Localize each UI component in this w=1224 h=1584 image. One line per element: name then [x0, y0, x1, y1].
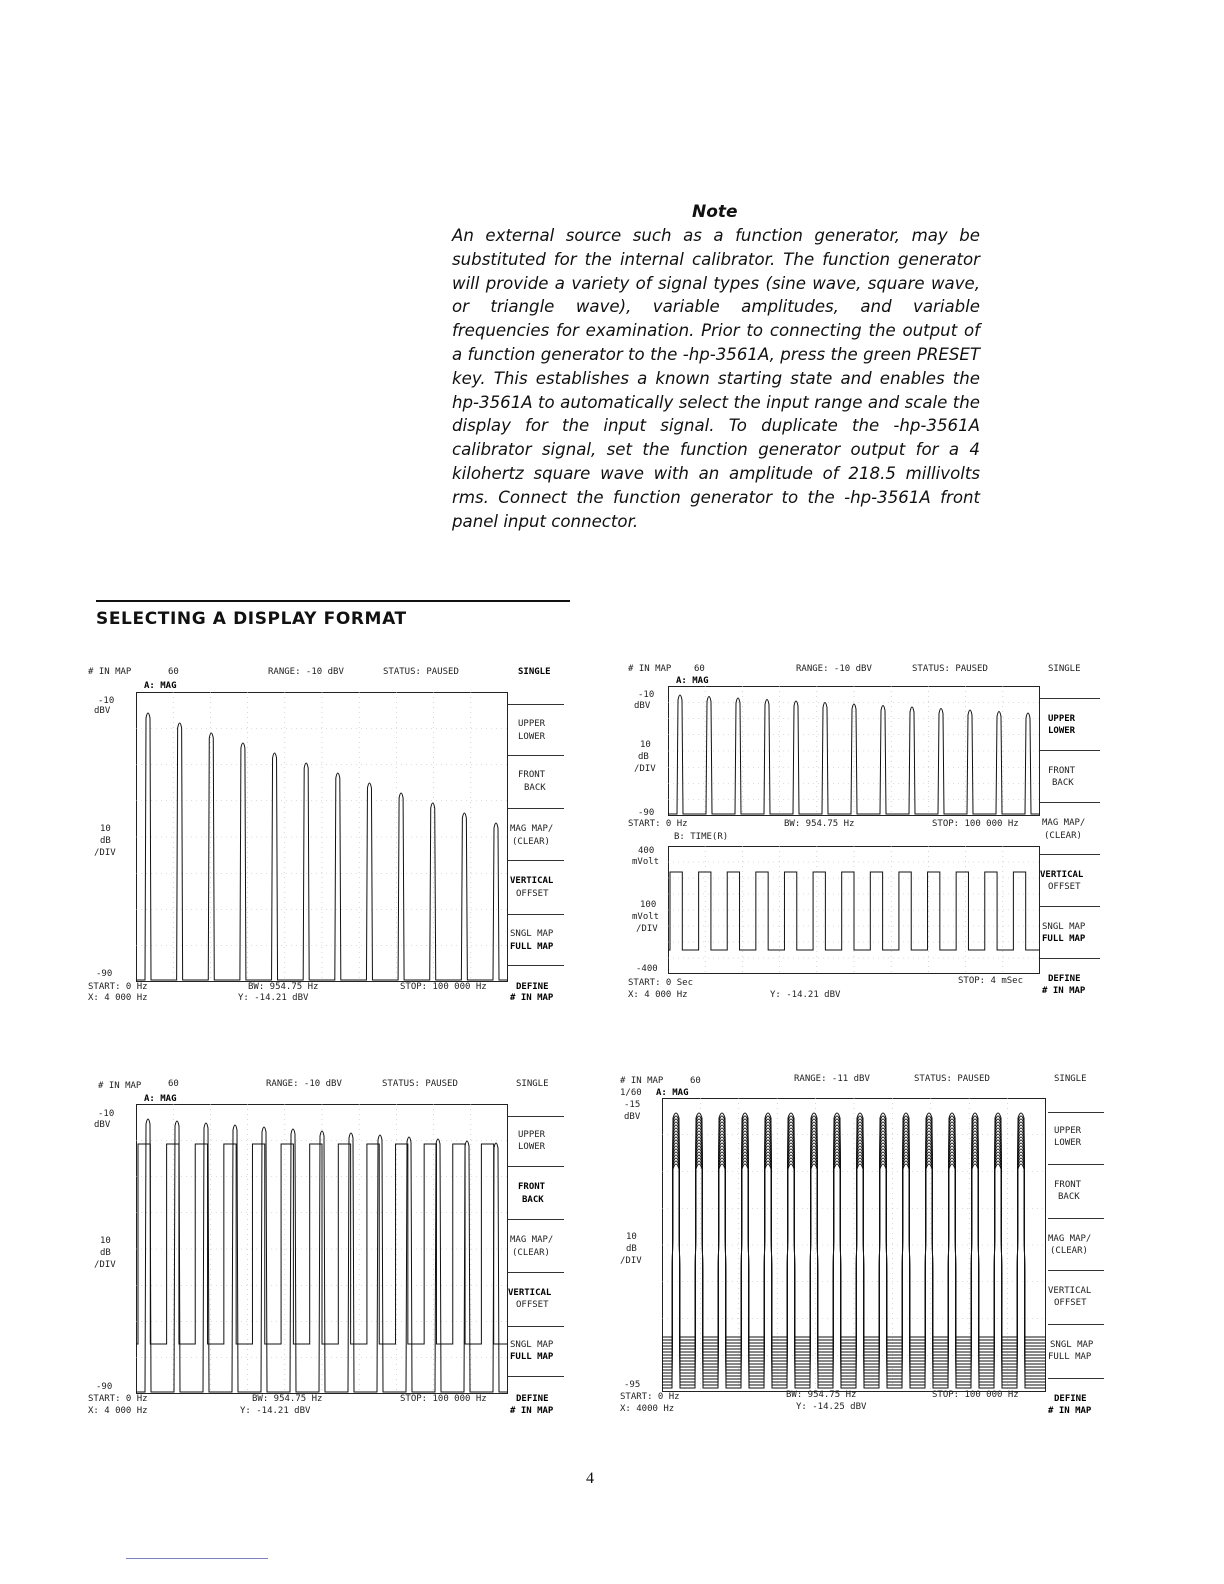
analyzer-screen-2 [628, 662, 1148, 1022]
softkey-define[interactable]: DEFINE [1054, 1394, 1087, 1404]
footer-start: START: 0 Hz [88, 982, 148, 992]
softkey-front[interactable]: FRONT [518, 770, 546, 780]
axis-scale-div: /DIV [634, 764, 656, 774]
header-ratio: 1/60 [620, 1088, 642, 1098]
map-trace [662, 1158, 1046, 1343]
softkey-divider [508, 860, 564, 861]
axis-top: -15 [624, 1100, 641, 1110]
softkey-divider [1040, 698, 1100, 699]
softkey-in-map[interactable]: # IN MAP [510, 993, 554, 1003]
softkey-divider [1048, 1378, 1104, 1379]
time-start: START: 0 Sec [628, 978, 694, 988]
time-axis-scale-unit: mVolt [632, 912, 660, 922]
footer-stop: STOP: 100 000 Hz [932, 1390, 1019, 1400]
footnote-rule [126, 1558, 268, 1559]
softkey-define[interactable]: DEFINE [516, 1394, 549, 1404]
softkey-divider [508, 1166, 564, 1167]
header-single: SINGLE [518, 667, 551, 677]
footer-start: START: 0 Hz [88, 1394, 148, 1404]
softkey-mag-map[interactable]: MAG MAP/ [510, 1235, 554, 1245]
trace-a-label: A: MAG [676, 676, 709, 686]
softkey-mag-map[interactable]: MAG MAP/ [1042, 818, 1086, 828]
footer-x: X: 4000 Hz [620, 1404, 675, 1414]
map-trace [662, 1149, 1046, 1352]
softkey-sngl-map[interactable]: SNGL MAP [510, 929, 554, 939]
softkey-divider [508, 965, 564, 966]
footer-stop: STOP: 100 000 Hz [400, 1394, 487, 1404]
footer-y: Y: -14.25 dBV [796, 1402, 867, 1412]
softkey-full-map[interactable]: FULL MAP [510, 942, 554, 952]
note-body: An external source such as a function generator, may be substituted for the internal calibrator. The function generator will provide a variety of signal types (sine wave, square wave, or triangle wave), variable amplitudes, and variable frequencies for examination. Prior to connecting the output of a function generator to the -hp-3561A, press the green PRESET key. This establishes a known starting state and enables the hp-3561A to automatically select the input range and scale the display for the input signal. To duplicate the -hp-3561A calibrator signal, set the function generator output for a 4 kilohertz square wave with an amplitude of 218.5 millivolts rms. Connect the function generator to the -hp-3561A front panel input connector. [452, 226, 980, 531]
axis-top-unit: dBV [94, 1120, 111, 1130]
time-axis-top-unit: mVolt [632, 857, 660, 867]
softkey-back[interactable]: BACK [522, 1195, 544, 1205]
softkey-define[interactable]: DEFINE [516, 982, 549, 992]
time-axis-scale: 100 [640, 900, 657, 910]
header-single: SINGLE [1048, 664, 1081, 674]
footer-y: Y: -14.21 dBV [770, 990, 841, 1000]
softkey-divider [508, 914, 564, 915]
softkey-upper[interactable]: UPPER [1048, 714, 1076, 724]
header-range: RANGE: -10 dBV [266, 1079, 342, 1089]
analyzer-screen-1 [88, 662, 608, 1022]
softkey-mag-map[interactable]: MAG MAP/ [510, 824, 554, 834]
page-number: 4 [586, 1470, 594, 1487]
header-status: STATUS: PAUSED [914, 1074, 990, 1084]
softkey-divider [508, 1376, 564, 1377]
softkey-mag-map[interactable]: MAG MAP/ [1048, 1234, 1092, 1244]
softkey-full-map[interactable]: FULL MAP [510, 1352, 554, 1362]
footer-bw: BW: 954.75 Hz [248, 982, 319, 992]
axis-bottom: -95 [624, 1380, 641, 1390]
softkey-back[interactable]: BACK [1052, 778, 1074, 788]
header-single: SINGLE [1054, 1074, 1087, 1084]
section-heading: SELECTING A DISPLAY FORMAT [96, 609, 407, 629]
softkey-lower[interactable]: LOWER [518, 732, 546, 742]
axis-scale-div: /DIV [94, 1260, 116, 1270]
footer-x: X: 4 000 Hz [88, 993, 148, 1003]
footer-start: START: 0 Hz [620, 1392, 680, 1402]
header-count: 60 [168, 1079, 179, 1089]
softkey-divider [508, 1326, 564, 1327]
footer-y: Y: -14.21 dBV [240, 1406, 311, 1416]
softkey-divider [508, 704, 564, 705]
softkey-divider [1040, 906, 1100, 907]
softkey-offset[interactable]: OFFSET [1048, 882, 1081, 892]
analyzer-screen-3 [88, 1076, 608, 1436]
softkey-upper[interactable]: UPPER [518, 1130, 546, 1140]
footer-stop: STOP: 100 000 Hz [400, 982, 487, 992]
header-range: RANGE: -10 dBV [796, 664, 872, 674]
footer-x: X: 4 000 Hz [88, 1406, 148, 1416]
softkey-clear[interactable]: (CLEAR) [512, 1248, 550, 1258]
softkey-front[interactable]: FRONT [518, 1182, 546, 1192]
softkey-divider [508, 1116, 564, 1117]
axis-scale: 10 [626, 1232, 637, 1242]
map-trace [662, 1137, 1046, 1364]
map-trace [662, 1143, 1046, 1358]
softkey-divider [1048, 1324, 1104, 1325]
softkey-offset[interactable]: OFFSET [1054, 1298, 1087, 1308]
full-map-plot [662, 1098, 1046, 1392]
softkey-divider [1048, 1112, 1104, 1113]
map-trace [662, 1164, 1046, 1337]
softkey-vertical[interactable]: VERTICAL [508, 1288, 552, 1298]
softkey-divider [1048, 1164, 1104, 1165]
footer-y: Y: -14.21 dBV [238, 993, 309, 1003]
axis-top-unit: dBV [634, 701, 651, 711]
softkey-divider [508, 755, 564, 756]
softkey-define[interactable]: DEFINE [1048, 974, 1081, 984]
header-count: 60 [690, 1076, 701, 1086]
softkey-front[interactable]: FRONT [1054, 1180, 1082, 1190]
softkey-sngl-map[interactable]: SNGL MAP [1050, 1340, 1094, 1350]
axis-scale: 10 [100, 824, 111, 834]
softkey-divider [1040, 750, 1100, 751]
footer-x: X: 4 000 Hz [628, 990, 688, 1000]
softkey-divider [1048, 1218, 1104, 1219]
analyzer-screen-4 [620, 1072, 1140, 1432]
softkey-divider [1040, 958, 1100, 959]
section-rule [96, 600, 570, 602]
trace-b-label: B: TIME(R) [674, 832, 729, 842]
softkey-back[interactable]: BACK [524, 783, 546, 793]
softkey-divider [508, 808, 564, 809]
trace-a-label: A: MAG [656, 1088, 689, 1098]
header-mode: # IN MAP [88, 667, 132, 677]
softkey-offset[interactable]: OFFSET [516, 1300, 549, 1310]
axis-scale-unit: dB [100, 836, 111, 846]
footer-stop: STOP: 100 000 Hz [932, 819, 1019, 829]
axis-top: -10 [98, 696, 115, 706]
magnitude-plot [668, 686, 1040, 816]
header-status: STATUS: PAUSED [383, 667, 459, 677]
time-axis-scale-div: /DIV [636, 924, 658, 934]
header-count: 60 [168, 667, 179, 677]
header-mode: # IN MAP [628, 664, 672, 674]
time-axis-top: 400 [638, 846, 655, 856]
softkey-full-map[interactable]: FULL MAP [1048, 1352, 1092, 1362]
trace-a-label: A: MAG [144, 1094, 177, 1104]
note-title: Note [692, 202, 738, 222]
softkey-vertical[interactable]: VERTICAL [1040, 870, 1084, 880]
softkey-divider [508, 1219, 564, 1220]
square-wave-trace [668, 872, 1040, 950]
time-plot [668, 846, 1040, 974]
footer-bw: BW: 954.75 Hz [784, 819, 855, 829]
softkey-offset[interactable]: OFFSET [516, 889, 549, 899]
footer-bw: BW: 954.75 Hz [252, 1394, 323, 1404]
softkey-divider [508, 1272, 564, 1273]
softkey-divider [1040, 854, 1100, 855]
softkey-clear[interactable]: (CLEAR) [512, 837, 550, 847]
softkey-upper[interactable]: UPPER [1054, 1126, 1082, 1136]
softkey-clear[interactable]: (CLEAR) [1050, 1246, 1088, 1256]
header-mode: # IN MAP [620, 1076, 664, 1086]
map-trace [662, 1152, 1046, 1349]
time-axis-bottom: -400 [636, 964, 658, 974]
magnitude-plot [136, 692, 508, 982]
axis-scale: 10 [640, 740, 651, 750]
axis-bottom: -90 [96, 1382, 113, 1392]
footer-start: START: 0 Hz [628, 819, 688, 829]
softkey-lower[interactable]: LOWER [1048, 726, 1076, 736]
softkey-sngl-map[interactable]: SNGL MAP [510, 1340, 554, 1350]
magnitude-plot [136, 1104, 508, 1394]
softkey-divider [1048, 1270, 1104, 1271]
softkey-vertical[interactable]: VERTICAL [510, 876, 554, 886]
softkey-in-map[interactable]: # IN MAP [1048, 1406, 1092, 1416]
axis-scale-unit: dB [100, 1248, 111, 1258]
softkey-divider [1040, 802, 1100, 803]
trace-a-label: A: MAG [144, 681, 177, 691]
axis-bottom: -90 [638, 808, 655, 818]
softkey-sngl-map[interactable]: SNGL MAP [1042, 922, 1086, 932]
softkey-in-map[interactable]: # IN MAP [510, 1406, 554, 1416]
axis-top-unit: dBV [624, 1112, 641, 1122]
axis-scale-div: /DIV [620, 1256, 642, 1266]
softkey-in-map[interactable]: # IN MAP [1042, 986, 1086, 996]
axis-scale-div: /DIV [94, 848, 116, 858]
header-range: RANGE: -10 dBV [268, 667, 344, 677]
time-stop: STOP: 4 mSec [958, 976, 1024, 986]
footer-bw: BW: 954.75 Hz [786, 1390, 857, 1400]
axis-top-unit: dBV [94, 706, 111, 716]
softkey-upper[interactable]: UPPER [518, 719, 546, 729]
header-mode: # IN MAP [98, 1081, 142, 1091]
header-status: STATUS: PAUSED [382, 1079, 458, 1089]
header-count: 60 [694, 664, 705, 674]
softkey-vertical[interactable]: VERTICAL [1048, 1286, 1092, 1296]
axis-scale: 10 [100, 1236, 111, 1246]
axis-scale-unit: dB [638, 752, 649, 762]
axis-top: -10 [638, 690, 655, 700]
softkey-lower[interactable]: LOWER [518, 1142, 546, 1152]
softkey-lower[interactable]: LOWER [1054, 1138, 1082, 1148]
softkey-back[interactable]: BACK [1058, 1192, 1080, 1202]
header-status: STATUS: PAUSED [912, 664, 988, 674]
spectrum-trace [136, 713, 508, 980]
square-wave-trace [136, 1144, 508, 1344]
axis-scale-unit: dB [626, 1244, 637, 1254]
softkey-clear[interactable]: (CLEAR) [1044, 831, 1082, 841]
axis-top: -10 [98, 1109, 115, 1119]
axis-bottom: -90 [96, 969, 113, 979]
header-single: SINGLE [516, 1079, 549, 1089]
header-range: RANGE: -11 dBV [794, 1074, 870, 1084]
softkey-full-map[interactable]: FULL MAP [1042, 934, 1086, 944]
softkey-front[interactable]: FRONT [1048, 766, 1076, 776]
